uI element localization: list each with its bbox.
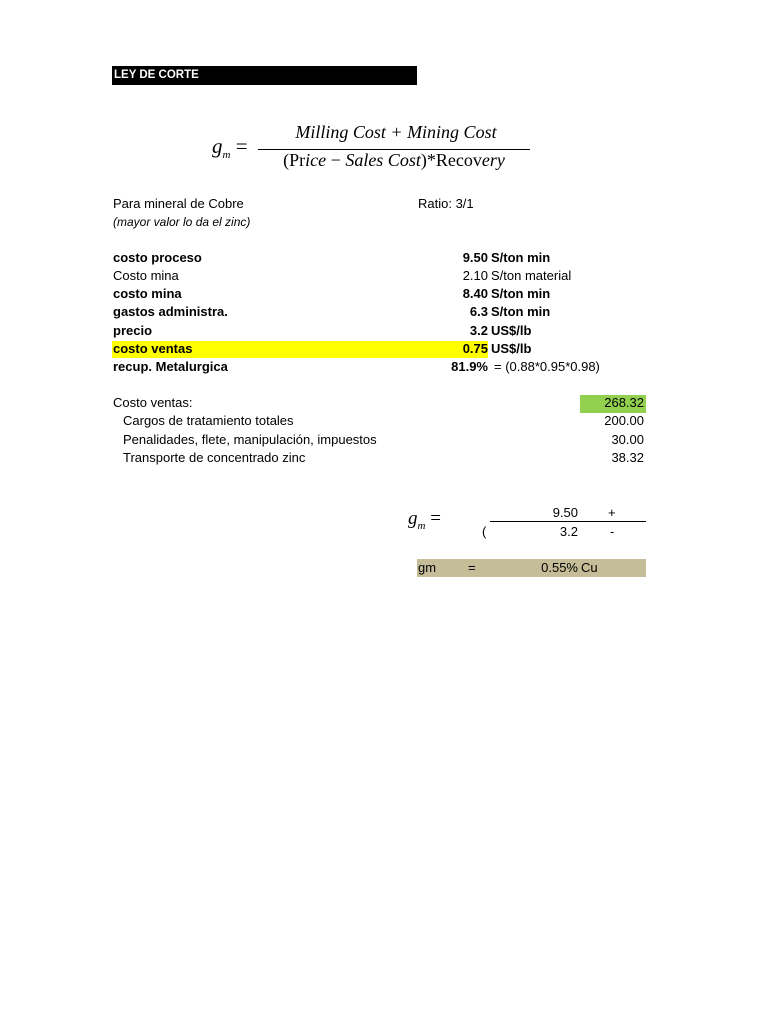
sales-item-value: 38.32 — [611, 450, 644, 465]
param-unit: = (0.88*0.95*0.98) — [494, 359, 600, 374]
param-unit: US$/lb — [491, 341, 532, 356]
param-label: costo ventas — [113, 341, 193, 356]
param-unit: US$/lb — [491, 323, 532, 338]
sales-item-value: 30.00 — [611, 432, 644, 447]
zinc-note: (mayor valor lo da el zinc) — [113, 215, 251, 229]
param-label: Costo mina — [113, 268, 179, 283]
param-value: 8.40 — [462, 286, 488, 301]
applied-fraction-line — [490, 521, 646, 522]
mineral-label: Para mineral de Cobre — [113, 196, 244, 211]
param-unit: S/ton min — [491, 304, 551, 319]
param-value: 0.75 — [462, 341, 488, 356]
param-label: costo mina — [113, 286, 182, 301]
ratio-label: Ratio: 3/1 — [418, 196, 474, 211]
applied-denominator-value: 3.2 — [559, 524, 578, 539]
result-unit: Cu — [581, 560, 598, 575]
param-label: precio — [113, 323, 153, 338]
sales-item-label: Penalidades, flete, manipulación, impuestos — [123, 432, 377, 447]
param-unit: S/ton material — [491, 268, 572, 283]
param-unit: S/ton min — [491, 286, 551, 301]
param-value: 3.2 — [469, 323, 488, 338]
formula-numerator: Milling Cost + Mining Cost — [295, 122, 497, 142]
result-equals: = — [468, 560, 476, 575]
sales-title: Costo ventas: — [113, 395, 193, 410]
formula-lhs: $g_m$ = — [212, 134, 248, 162]
param-value: 2.10 — [462, 268, 488, 283]
param-label: gastos administra. — [113, 304, 228, 319]
param-label: recup. Metalurgica — [113, 359, 228, 374]
param-unit: S/ton min — [491, 250, 551, 265]
applied-formula-lhs: $g_m$ = — [408, 508, 441, 532]
applied-numerator-value: 9.50 — [552, 505, 578, 520]
param-label: costo proceso — [113, 250, 202, 265]
param-value: 6.3 — [469, 304, 488, 319]
result-value: 0.55% — [541, 560, 578, 575]
sales-total: 268.32 — [604, 395, 644, 410]
applied-numerator-op: + — [608, 505, 616, 520]
param-value: 9.50 — [462, 250, 488, 265]
sales-item-label: Cargos de tratamiento totales — [123, 413, 294, 428]
param-value: 81.9% — [451, 359, 488, 374]
applied-denominator-op: - — [610, 524, 615, 539]
sales-item-label: Transporte de concentrado zinc — [123, 450, 306, 465]
formula-denominator: (Price − Sales Cost)*Recovery — [283, 150, 505, 170]
sheet-title: LEY DE CORTE — [112, 66, 417, 85]
cutoff-grade-formula — [212, 120, 532, 180]
sales-item-value: 200.00 — [604, 413, 644, 428]
result-label: gm — [418, 560, 437, 575]
applied-denominator-paren: ( — [482, 524, 487, 539]
